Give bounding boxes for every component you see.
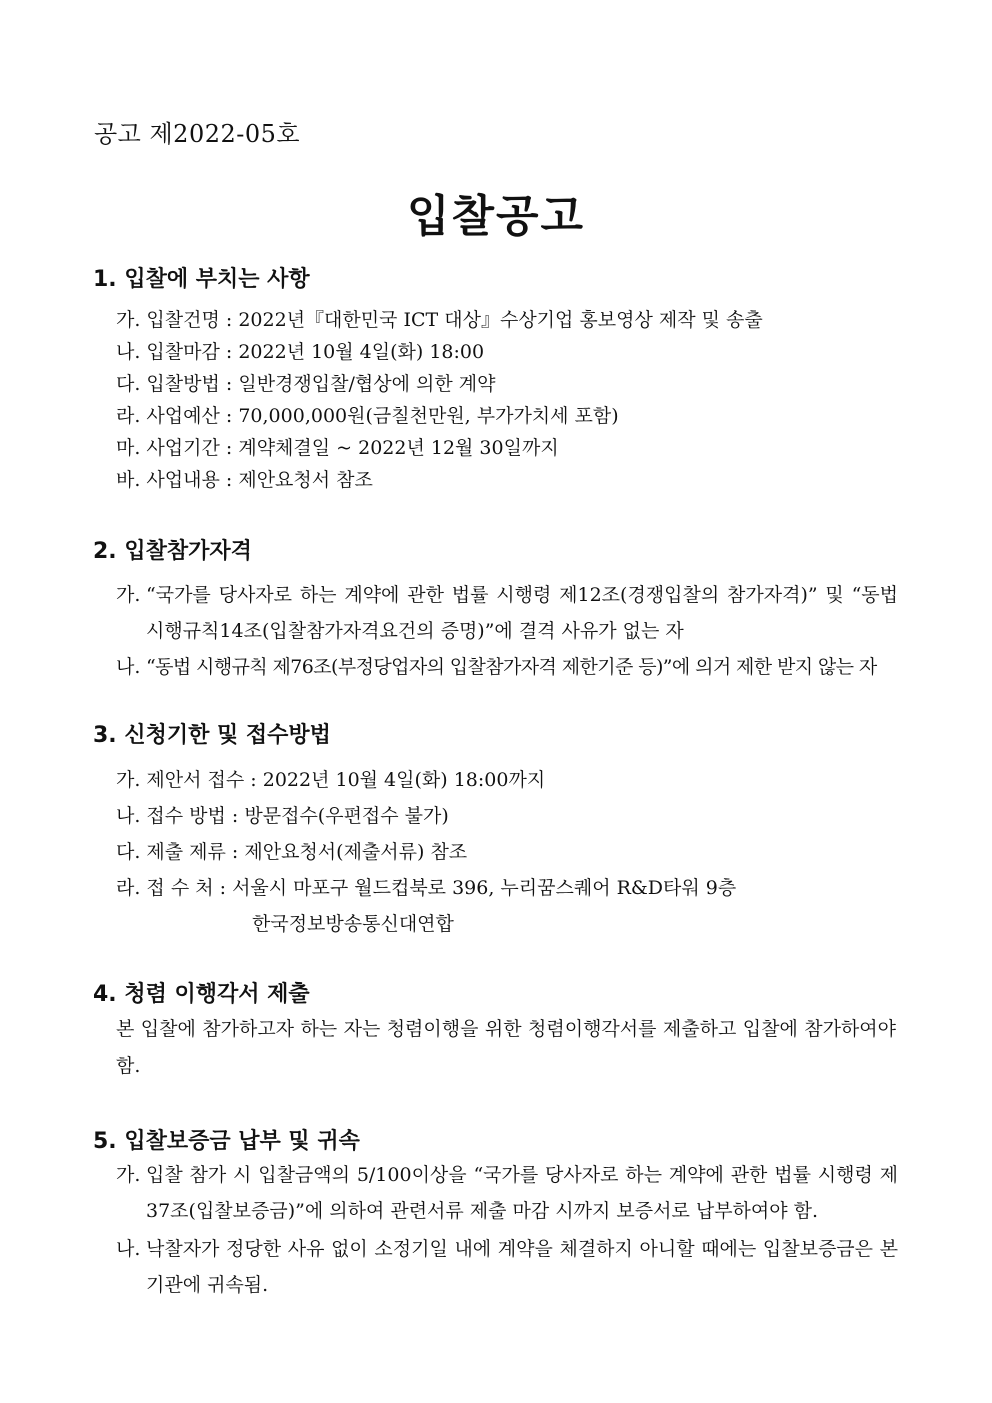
section-2-item-2 (116, 649, 898, 685)
section-3-item-4 (116, 871, 896, 905)
item-text: 계약체결일 ~ 2022년 12월 30일까지 (238, 437, 559, 459)
item-text: 방문접수(우편접수 불가) (244, 805, 449, 827)
item-label: 가. (116, 1164, 141, 1186)
item-text: 서울시 마포구 월드컵북로 396, 누리꿈스퀘어 R&D타워 9층 (232, 877, 737, 899)
item-label: 나. (116, 656, 141, 678)
section-1-item-2 (116, 335, 896, 369)
section-3-item-2 (116, 799, 896, 833)
section-3-heading: 3. 신청기한 및 접수방법 (93, 723, 331, 748)
item-text: 70,000,000원(금칠천만원, 부가가치세 포함) (238, 405, 619, 427)
section-4-paragraph: 본 입찰에 참가하고자 하는 자는 청렴이행을 위한 청렴이행각서를 제출하고 입찰에 참가하여야 함. (116, 1018, 896, 1077)
item-text: 일반경쟁입찰/협상에 의한 계약 (238, 373, 496, 395)
item-label: 나. 입찰마감 : (116, 341, 233, 363)
section-1-item-3 (116, 367, 896, 401)
item-text: “국가를 당사자로 하는 계약에 관한 법률 시행령 제12조(경쟁입찰의 참가자격)” 및 “동법 시행규칙14조(입찰참가자격요건의 증명)”에 결격 사유가 없는 자 (146, 584, 898, 642)
item-label: 나. (116, 1238, 141, 1260)
section-5-item-1 (116, 1157, 898, 1229)
section-1-item-4 (116, 399, 896, 433)
section-1-item-5 (116, 431, 896, 465)
item-label: 라. 접 수 처 : (116, 877, 227, 899)
item-text: “동법 시행규칙 제76조(부정당업자의 입찰참가자격 제한기준 등)”에 의거 제한 받지 않는 자 (146, 656, 877, 678)
section-5-heading: 5. 입찰보증금 납부 및 귀속 (93, 1129, 360, 1154)
item-label: 가. (116, 584, 141, 606)
section-3-item-4-continued (252, 907, 992, 941)
section-2-heading: 2. 입찰참가자격 (93, 539, 252, 564)
item-label: 마. 사업기간 : (116, 437, 233, 459)
section-1-heading: 1. 입찰에 부치는 사항 (93, 267, 310, 292)
notice-number: 공고 제2022-05호 (94, 120, 301, 148)
item-label: 다. 제출 제류 : (116, 841, 239, 863)
item-text: 낙찰자가 정당한 사유 없이 소정기일 내에 계약을 체결하지 아니할 때에는 입찰보증금은 본 기관에 귀속됨. (146, 1238, 898, 1296)
item-label: 나. 접수 방법 : (116, 805, 239, 827)
section-2-item-1 (116, 577, 898, 649)
item-text: 제안요청서 참조 (238, 469, 373, 491)
section-1-item-1 (116, 303, 896, 337)
page-title: 입찰공고 (406, 191, 585, 242)
item-label: 가. 제안서 접수 : (116, 769, 257, 791)
item-label: 라. 사업예산 : (116, 405, 233, 427)
item-label: 바. 사업내용 : (116, 469, 233, 491)
section-3-item-1 (116, 763, 896, 797)
section-5-item-2 (116, 1231, 898, 1303)
item-label: 가. 입찰건명 : (116, 309, 233, 331)
item-text: 제안요청서(제출서류) 참조 (244, 841, 468, 863)
section-3-item-3 (116, 835, 896, 869)
section-1-item-6 (116, 463, 896, 497)
item-text: 2022년 10월 4일(화) 18:00까지 (262, 769, 546, 791)
section-4-heading: 4. 청렴 이행각서 제출 (93, 982, 310, 1007)
item-text: 한국정보방송통신대연합 (252, 913, 454, 935)
item-label: 다. 입찰방법 : (116, 373, 233, 395)
item-text: 입찰 참가 시 입찰금액의 5/100이상을 “국가를 당사자로 하는 계약에 관한 법률 시행령 제37조(입찰보증금)”에 의하여 관련서류 제출 마감 시까지 보증서로 납부하여야 함. (146, 1164, 898, 1222)
item-text: 2022년『대한민국 ICT 대상』수상기업 홍보영상 제작 및 송출 (238, 309, 763, 331)
item-text: 2022년 10월 4일(화) 18:00 (238, 341, 485, 363)
